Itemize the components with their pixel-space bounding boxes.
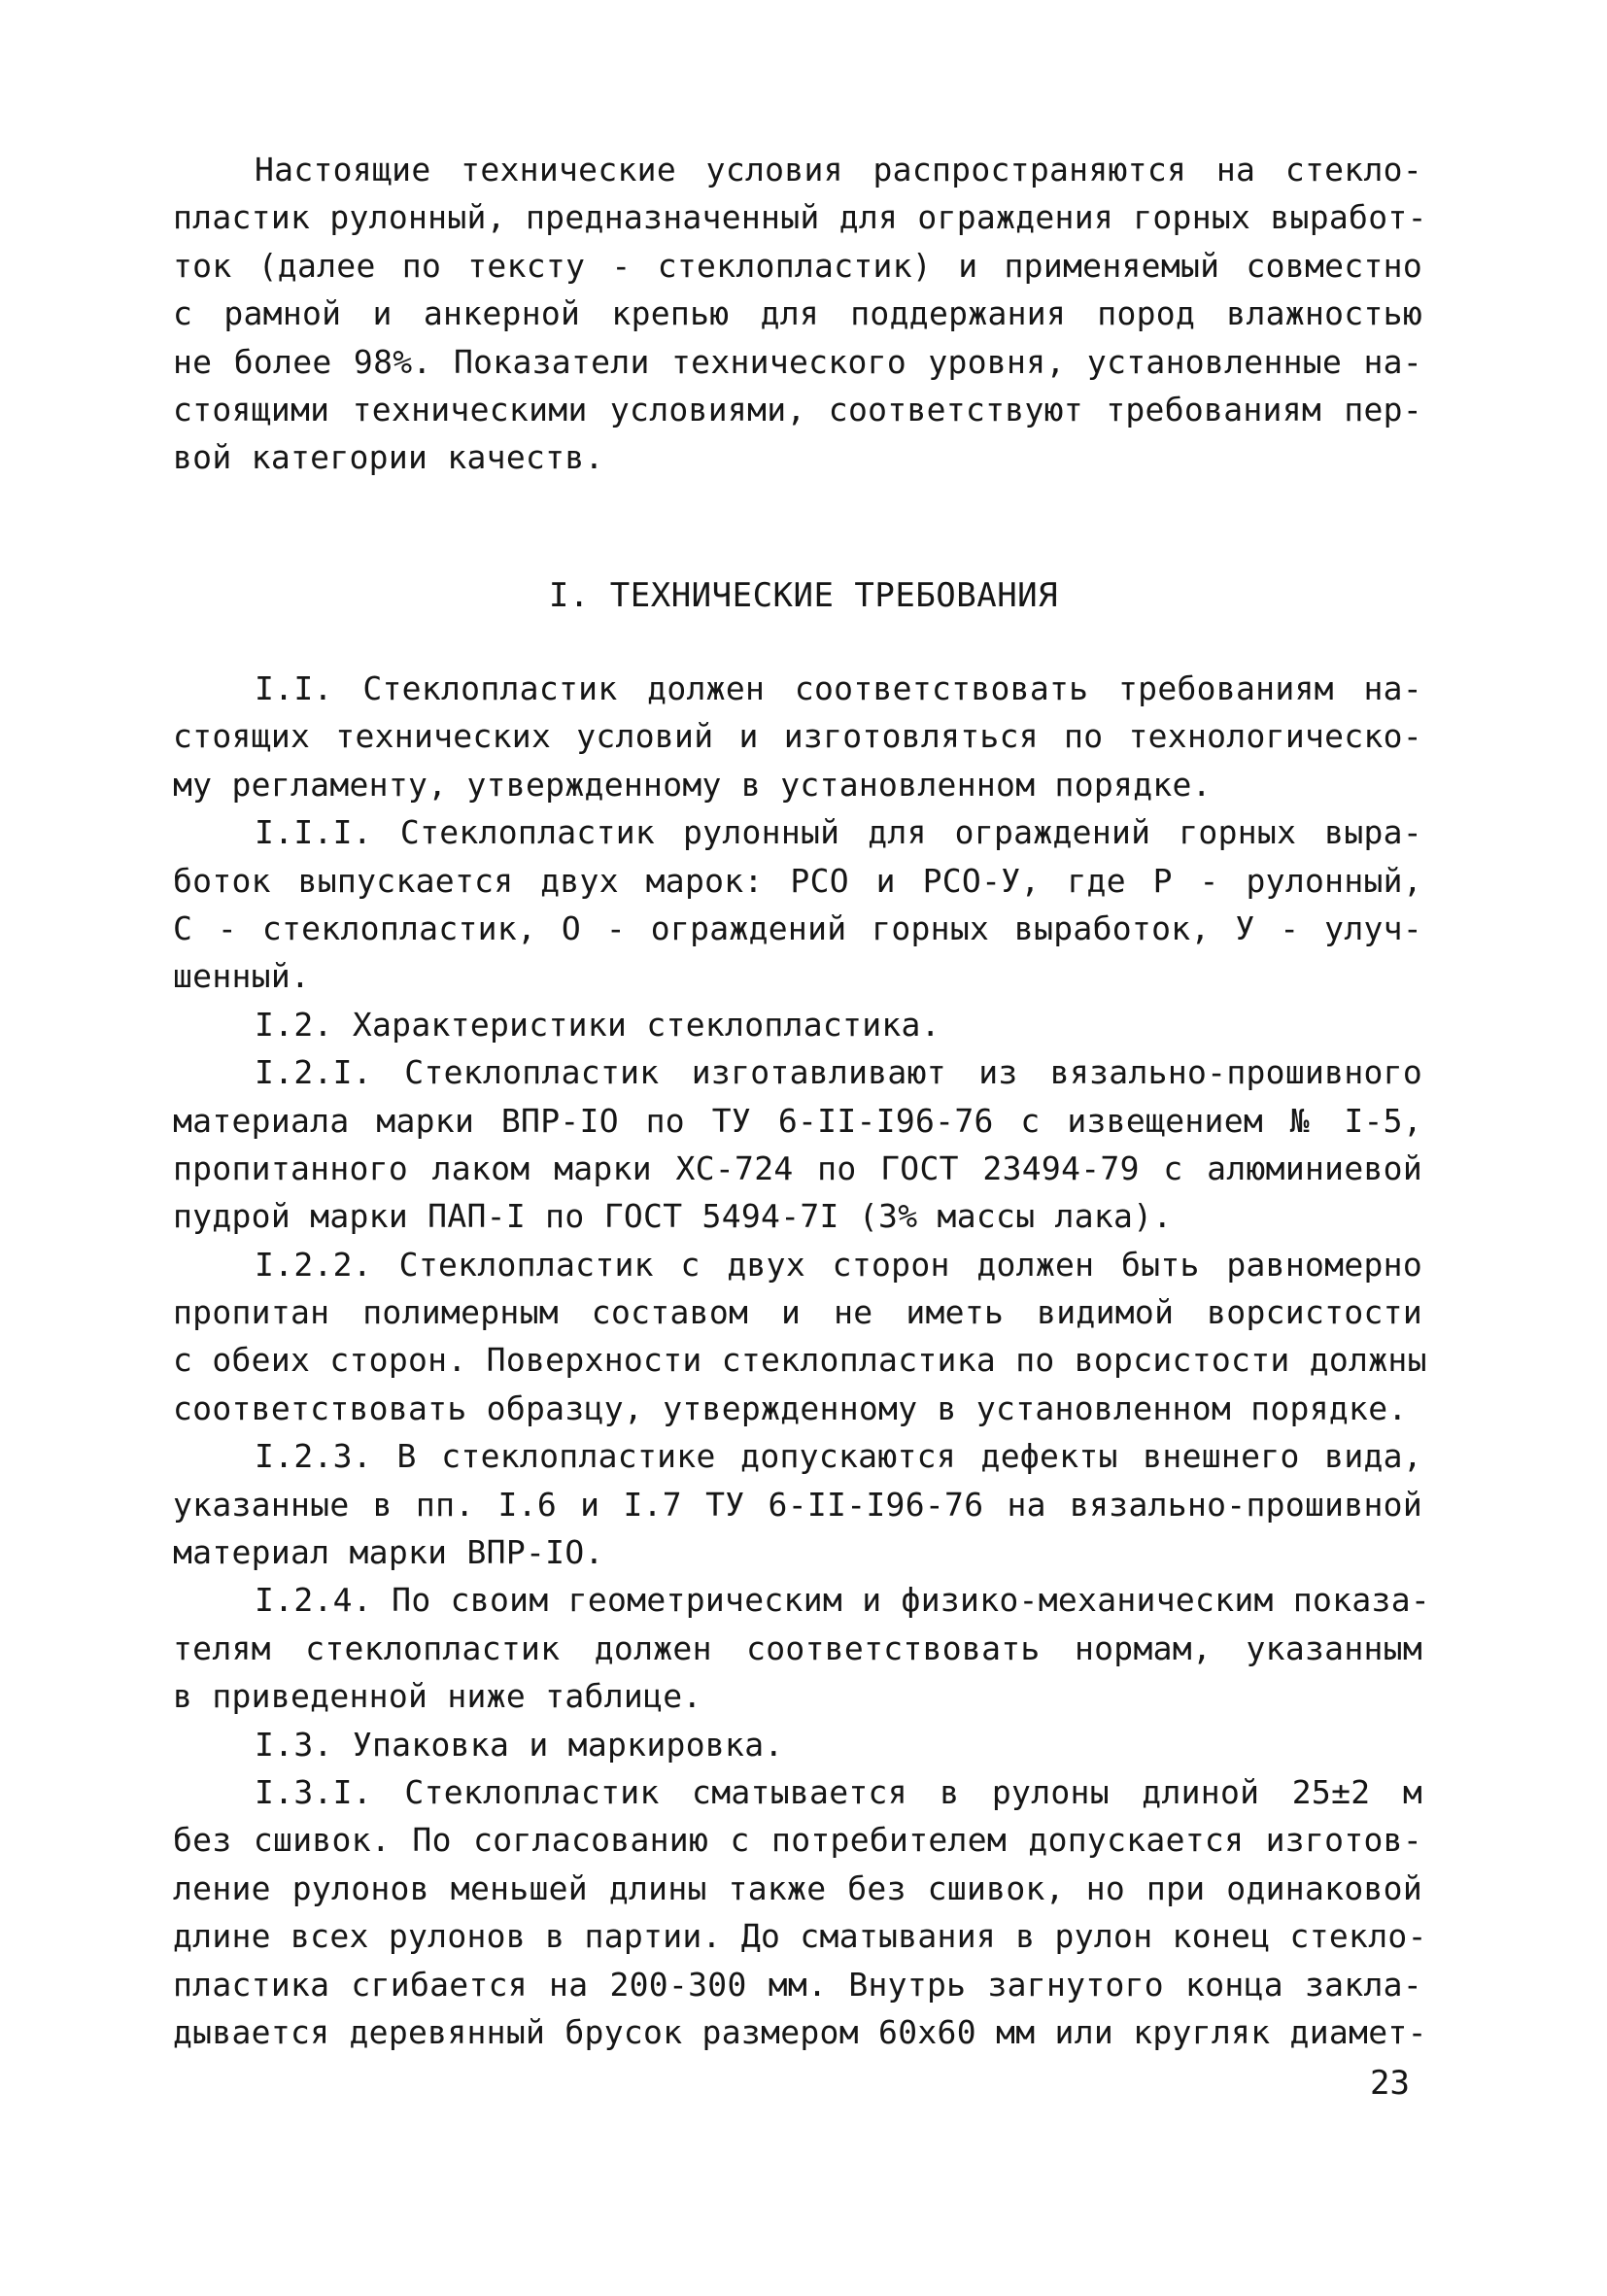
text-line: вой категории качеств. bbox=[173, 438, 604, 477]
section-body bbox=[173, 665, 1431, 2056]
text-line: стоящих технических условий и изготовляться по технологическо- bbox=[173, 717, 1422, 756]
text-line: I.2.4. По своим геометрическим и физико-механическим показа- bbox=[255, 1581, 1431, 1620]
text-line: пластик рулонный, предназначенный для ограждения горных выработ- bbox=[173, 198, 1427, 237]
text-line: дывается деревянный брусок размером 60х60 мм или кругляк диамет- bbox=[173, 2012, 1427, 2051]
text-line: I.2. Характеристики стеклопластика. bbox=[255, 1005, 940, 1044]
intro-paragraph bbox=[173, 146, 1427, 482]
text-line: длине всех рулонов в партии. До сматывания в рулон конец стекло- bbox=[173, 1917, 1427, 1956]
text-line: I.2.2. Стеклопластик с двух сторон должен быть равномерно bbox=[255, 1245, 1422, 1284]
text-line: соответствовать образцу, утвержденному в установленном порядке. bbox=[173, 1388, 1408, 1427]
text-line: I.3.I. Стеклопластик сматывается в рулоны длиной 25±2 м bbox=[255, 1772, 1422, 1811]
text-line: пудрой марки ПАП-I по ГОСТ 5494-7I (3% массы лака). bbox=[173, 1197, 1173, 1236]
text-line: I.2.I. Стеклопластик изготавливают из вязально-прошивного bbox=[255, 1053, 1422, 1092]
text-line: I.I.I. Стеклопластик рулонный для ограждений горных выра- bbox=[255, 813, 1422, 852]
text-line: без сшивок. По согласованию с потребителем допускается изготов- bbox=[173, 1821, 1422, 1860]
text-line: с рамной и анкерной крепью для поддержания пород влажностью bbox=[173, 294, 1422, 333]
page-number: 23 bbox=[1370, 2064, 1410, 2103]
text-line: ление рулонов меньшей длины также без сшивок, но при одинаковой bbox=[173, 1868, 1422, 1907]
text-line: указанные в пп. I.6 и I.7 ТУ 6-II-I96-76 на вязально-прошивной bbox=[173, 1485, 1422, 1524]
text-line: материала марки ВПР-IO по ТУ 6-II-I96-76 с извещением № I-5, bbox=[173, 1101, 1422, 1140]
text-line: с обеих сторон. Поверхности стеклопластика по ворсистости должны bbox=[173, 1341, 1427, 1380]
text-line: I.3. Упаковка и маркировка. bbox=[255, 1725, 784, 1764]
text-line: му регламенту, утвержденному в установленном порядке. bbox=[173, 765, 1212, 804]
text-line: материал марки ВПР-IO. bbox=[173, 1533, 604, 1572]
text-line: шенный. bbox=[173, 957, 311, 996]
section-heading: I. ТЕХНИЧЕСКИЕ ТРЕБОВАНИЯ bbox=[548, 576, 1059, 615]
text-line: пластика сгибается на 200-300 мм. Внутрь загнутого конца закла- bbox=[173, 1965, 1422, 2004]
text-line: ток (далее по тексту - стеклопластик) и применяемый совместно bbox=[173, 246, 1422, 285]
text-line: С - стеклопластик, О - ограждений горных выработок, У - улуч- bbox=[173, 908, 1422, 947]
text-line: I.I. Стеклопластик должен соответствовать требованиям на- bbox=[255, 669, 1422, 707]
text-line: I.2.3. В стеклопластике допускаются дефекты внешнего вида, bbox=[255, 1437, 1422, 1476]
text-line: не более 98%. Показатели технического уровня, установленные на- bbox=[173, 342, 1422, 381]
text-line: пропитан полимерным составом и не иметь видимой ворсистости bbox=[173, 1293, 1422, 1332]
text-line: боток выпускается двух марок: РСО и РСО-У, где Р - рулонный, bbox=[173, 861, 1422, 900]
text-line: в приведенной ниже таблице. bbox=[173, 1677, 702, 1716]
text-line: стоящими техническими условиями, соответствуют требованиям пер- bbox=[173, 390, 1422, 428]
text-line: Настоящие технические условия распространяются на стекло- bbox=[255, 151, 1422, 188]
text-line: пропитанного лаком марки ХС-724 по ГОСТ 23494-79 с алюминиевой bbox=[173, 1148, 1422, 1187]
text-line: телям стеклопластик должен соответствовать нормам, указанным bbox=[173, 1628, 1422, 1667]
